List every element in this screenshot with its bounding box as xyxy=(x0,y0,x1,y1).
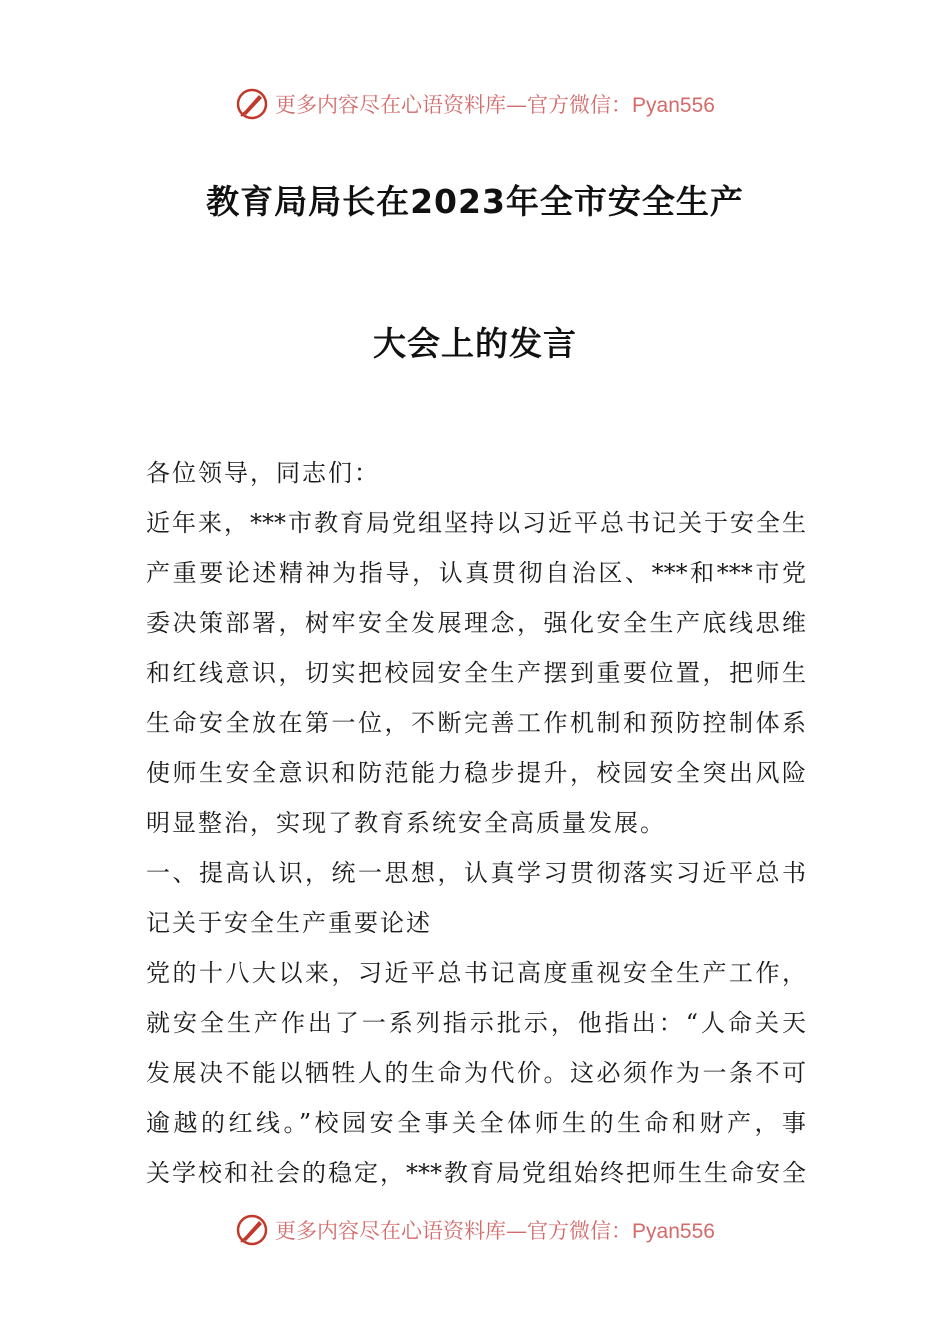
body-line: 生命安全放在第一位，不断完善工作机制和预防控制体系 xyxy=(146,709,806,737)
body-line: 明显整治，实现了教育系统安全高质量发展。 xyxy=(146,809,666,837)
body-line: 逾越的红线。”校园安全事关全体师生的生命和财产，事 xyxy=(146,1109,806,1137)
document-title-line-2: 大会上的发言 xyxy=(373,324,577,363)
quill-logo-icon xyxy=(235,87,269,121)
body-line: 党的十八大以来，习近平总书记高度重视安全生产工作， xyxy=(146,959,806,987)
body-line: 就安全生产作出了一系列指示批示，他指出：“人命关天 xyxy=(146,1009,806,1037)
body-line: 关学校和社会的稳定，***教育局党组始终把师生生命安全 xyxy=(146,1159,806,1187)
header-banner-text: 更多内容尽在心语资料库—官方微信：Pyan556 xyxy=(275,93,715,117)
body-line: 产重要论述精神为指导，认真贯彻自治区、***和***市党 xyxy=(146,559,806,587)
salutation: 各位领导，同志们： xyxy=(146,459,380,487)
speech-body xyxy=(146,448,806,1198)
body-line: 发展决不能以牺牲人的生命为代价。这必须作为一条不可 xyxy=(146,1059,806,1087)
header-banner xyxy=(0,84,950,124)
quill-logo-icon xyxy=(235,1213,269,1247)
section-heading-line: 记关于安全生产重要论述 xyxy=(146,909,432,937)
footer-banner-text: 更多内容尽在心语资料库—官方微信：Pyan556 xyxy=(275,1219,715,1243)
body-line: 使师生安全意识和防范能力稳步提升，校园安全突出风险 xyxy=(146,759,806,787)
body-line: 委决策部署，树牢安全发展理念，强化安全生产底线思维 xyxy=(146,609,806,637)
section-heading-line: 一、提高认识，统一思想，认真学习贯彻落实习近平总书 xyxy=(146,859,806,887)
body-line: 和红线意识，切实把校园安全生产摆到重要位置，把师生 xyxy=(146,659,806,687)
body-line: 近年来，***市教育局党组坚持以习近平总书记关于安全生 xyxy=(146,509,806,537)
document-title-line-1: 教育局局长在2023年全市安全生产 xyxy=(206,182,744,221)
footer-banner xyxy=(0,1210,950,1250)
